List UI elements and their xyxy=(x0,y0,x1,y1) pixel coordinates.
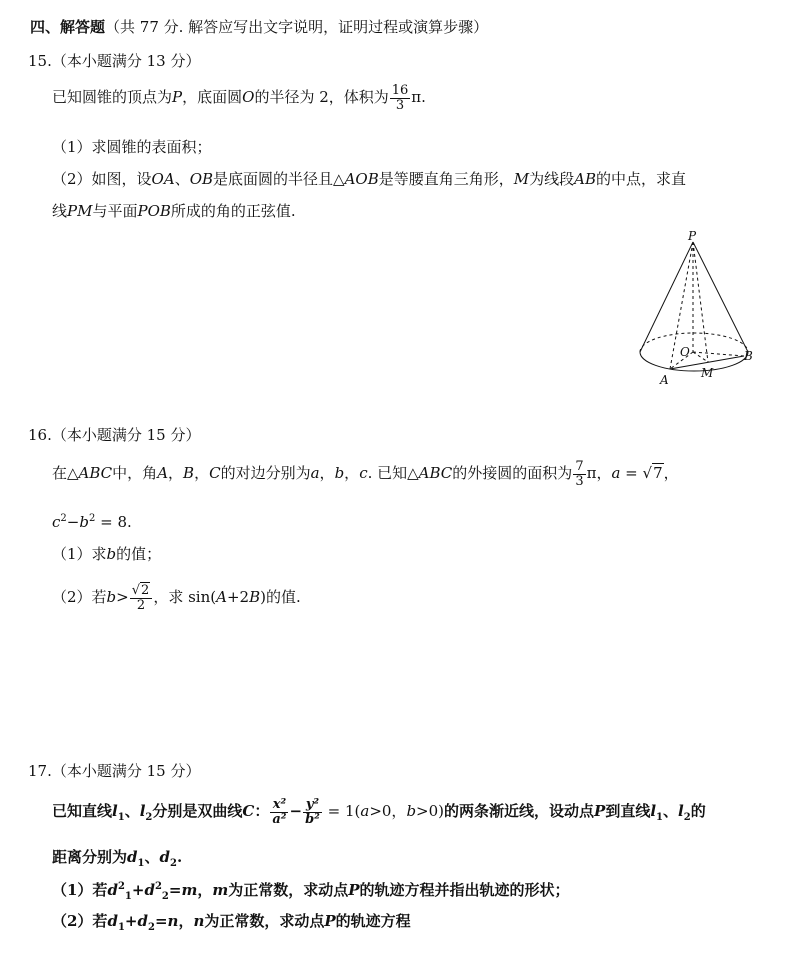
problem-15-part2-cont: 线PM与平面POB所成的角的正弦值. xyxy=(52,202,296,220)
problem-17-part1: （1）若$d^2_1+d^2_2=m$，m为正常数，求动点P的轨迹方程并指出轨迹的形状； xyxy=(52,881,570,902)
problem-number: 17. xyxy=(28,762,52,780)
cone-edge-left xyxy=(640,242,693,352)
fraction-y2-b2: $\frac{\text{y²}}{\text{b²}}$ xyxy=(305,797,320,827)
label-O: O xyxy=(680,345,690,359)
fraction-16-3: $\frac{16}{3}$ xyxy=(391,83,409,113)
fraction-7-3: $\frac{7}{3}$ xyxy=(575,459,584,489)
problem-17-part2: （2）若$d_1+d_2=n$，n为正常数，求动点P的轨迹方程 xyxy=(52,912,411,933)
problem-16-part2: （2）若b> $\frac{√2}{2}$ ，求 sin(A+2B)的值. xyxy=(52,583,301,613)
problem-17-title xyxy=(28,764,200,779)
segment-OB xyxy=(693,352,744,356)
label-B: B xyxy=(744,349,753,363)
section-header xyxy=(30,20,488,35)
problem-15-part1: （1）求圆锥的表面积； xyxy=(52,138,212,156)
problem-score: （本小题满分 15 分） xyxy=(51,762,201,780)
label-M: M xyxy=(701,366,714,380)
label-P: P xyxy=(688,229,697,243)
problem-16-stem-line2: $c^2-b^2 = 8$. xyxy=(52,513,132,531)
section-heading: 四、解答题 xyxy=(30,18,106,36)
cone-edge-right xyxy=(693,242,748,352)
label-A: A xyxy=(660,373,669,387)
problem-number: 16. xyxy=(28,426,52,444)
problem-17-stem: 已知直线$l_1$、$l_2$分别是双曲线C： $\frac{\text{x²}}{\text{a²}}$ − $\frac{\text{y²}}{\text{b²}}$ = 1(a>0，b>0)的两条渐近线，设动点P到直线$l_1$、$l_2$的 xyxy=(52,797,706,827)
problem-15-title xyxy=(28,54,200,69)
problem-16-part1: （1）求b的值； xyxy=(52,545,162,563)
problem-score: （本小题满分 15 分） xyxy=(51,426,201,444)
fraction-sqrt2-2: $\frac{√2}{2}$ xyxy=(130,584,153,612)
sqrt-7: √7 xyxy=(642,464,663,483)
problem-16-title xyxy=(28,428,200,443)
section-note: （共 77 分. 解答应写出文字说明，证明过程或演算步骤） xyxy=(105,18,489,36)
problem-17-stem-line2: 距离分别为$d_1$、$d_2$. xyxy=(52,848,183,869)
segment-PM xyxy=(693,242,708,362)
problem-score: （本小题满分 13 分） xyxy=(51,52,201,70)
problem-number: 15. xyxy=(28,52,52,70)
cone-base-back xyxy=(640,333,748,352)
fraction-x2-a2: $\frac{\text{x²}}{\text{a²}}$ xyxy=(272,797,287,827)
problem-16-stem: 在△ABC中，角A，B，C的对边分别为a，b，c. 已知△ABC的外接圆的面积为 $\frac{7}{3}$ π，a = √7， xyxy=(52,459,679,489)
problem-15-stem: 已知圆锥的顶点为P，底面圆O的半径为 2，体积为 $\frac{16}{3}$ π. xyxy=(52,83,426,113)
cone-figure xyxy=(630,228,760,392)
problem-15-part2: （2）如图，设OA、OB是底面圆的半径且△AOB是等腰直角三角形，M为线段AB的中点，求直 xyxy=(52,170,686,188)
